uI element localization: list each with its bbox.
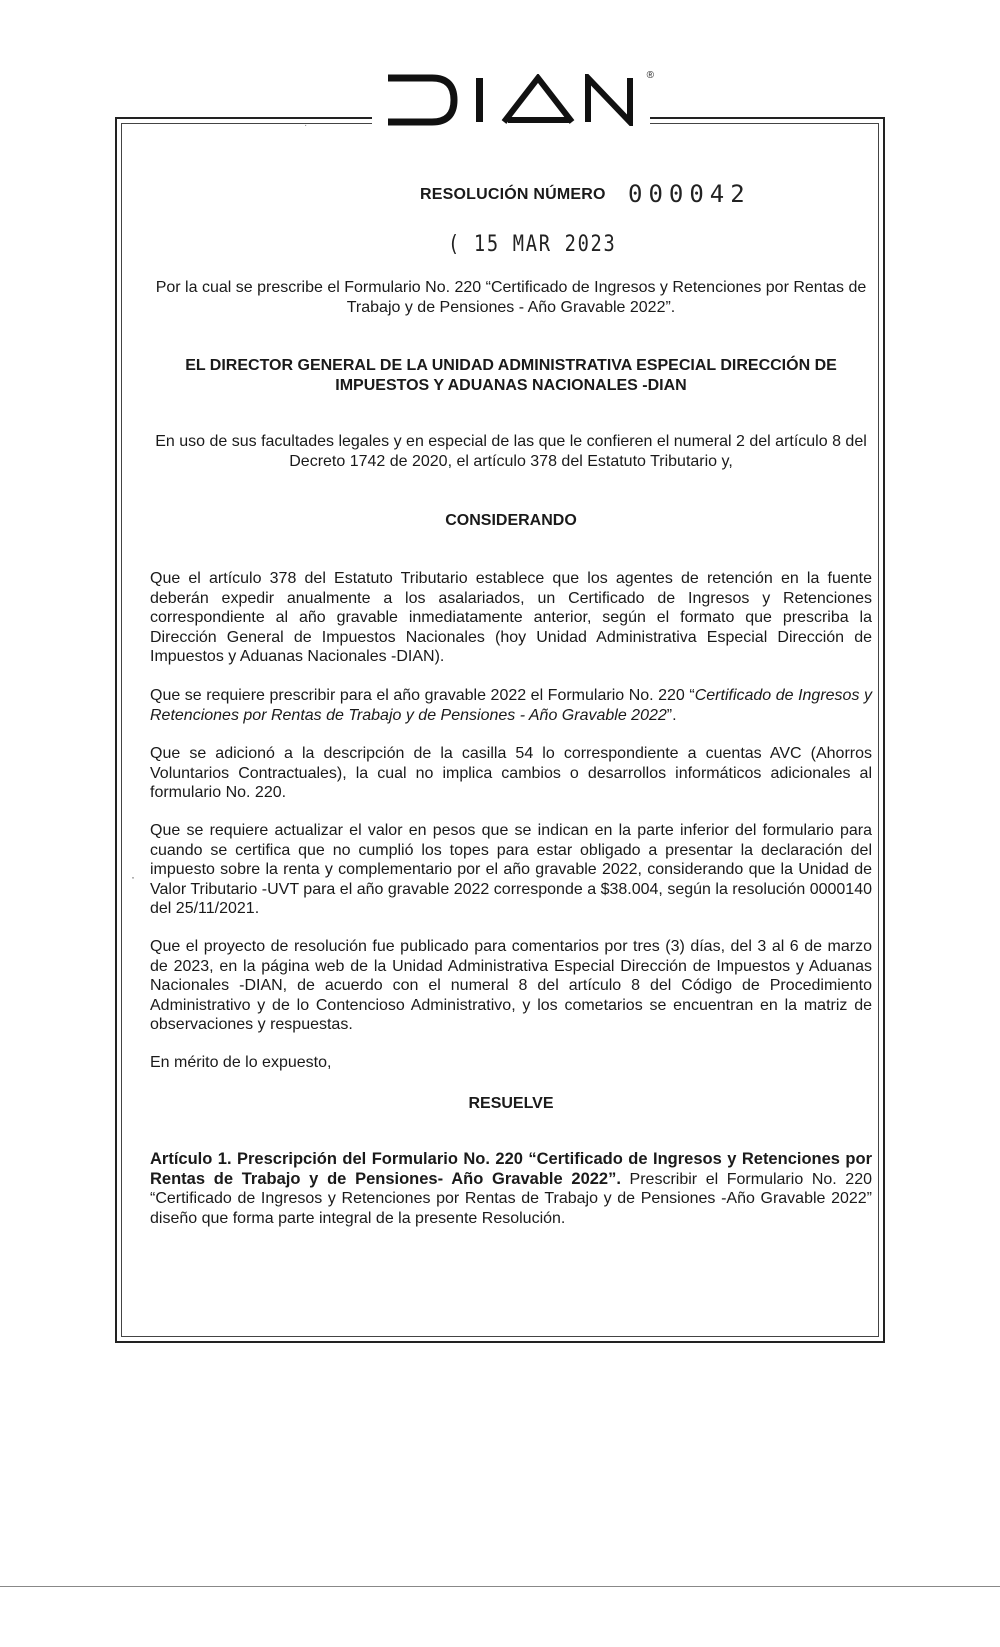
considerando-paragraph-2-text: Que se requiere prescribir para el año gravable 2022 el Formulario No. 220 “ — [150, 687, 695, 704]
page-bottom-rule — [0, 1586, 1000, 1587]
registered-mark: ® — [646, 70, 654, 81]
resuelve-heading: RESUELVE — [468, 1095, 554, 1112]
margin-mark: · — [131, 870, 135, 884]
legal-powers: En uso de sus facultades legales y en especial de las que le confieren el numeral 2 del artículo 8 del Decreto 1742 de 2020, el artículo 378 del Estatuto Tributario y, — [155, 433, 867, 470]
considerando-paragraph-1: Que el artículo 378 del Estatuto Tributario establece que los agentes de retención en la fuente deberán expedir anualmente a los asalariados, un Certificado de Ingresos y Retenciones correspondiente al año gravable inmediatamente anterior, según el formato que prescriba la Dirección General de Impuestos Nacionales (hoy Unidad Administrativa Especial Dirección de Impuestos y Aduanas Nacionales -DIAN). — [150, 570, 872, 666]
resolution-subject: Por la cual se prescribe el Formulario No. 220 “Certificado de Ingresos y Retenciones por Rentas de Trabajo y de Pensiones - Año Gravable 2022”. — [155, 279, 867, 316]
dian-logo — [380, 70, 654, 126]
merito-line: En mérito de lo expuesto, — [150, 1054, 332, 1071]
form-title-italic: Certificado de Ingresos y Retenciones por Rentas de Trabajo y de Pensiones - Año Gravable 2022 — [150, 687, 872, 724]
article-1-body: Prescribir el Formulario No. 220 “Certificado de Ingresos y Retenciones por Rentas de Trabajo y de Pensiones -Año Gravable 2022” diseño que forma parte integral de la presente Resolución. — [150, 1170, 873, 1227]
scan-mark: · — [304, 120, 308, 131]
dian-logo-icon — [380, 74, 640, 126]
considerando-heading: CONSIDERANDO — [445, 512, 577, 529]
resolution-date-stamp: ( 15 MAR 2023 — [448, 232, 617, 257]
considerando-paragraph-2-end: ”. — [666, 706, 677, 724]
article-1-heading: Artículo 1. Prescripción del Formulario No. 220 “Certificado de Ingresos y Retenciones por Rentas de Trabajo y de Pensiones- Año Gravable 2022”. — [150, 1150, 872, 1188]
issuing-authority: EL DIRECTOR GENERAL DE LA UNIDAD ADMINISTRATIVA ESPECIAL DIRECCIÓN DE IMPUESTOS Y ADUANAS NACIONALES -DIAN — [185, 357, 837, 394]
resolution-label: RESOLUCIÓN NÚMERO — [420, 186, 606, 203]
article-1 — [150, 1150, 872, 1228]
resolution-number: 000042 — [628, 180, 751, 208]
considerando-paragraph-2 — [150, 686, 872, 725]
considerando-paragraph-3: Que se adicionó a la descripción de la casilla 54 lo correspondiente a cuentas AVC (Ahorros Voluntarios Contractuales), la cual no implica cambios o desarrollos informáticos adicionales al formulario No. 220. — [150, 745, 872, 802]
considerando-paragraph-4: Que se requiere actualizar el valor en pesos que se indican en la parte inferior del formulario para cuando se certifica que no cumplió los topes para estar obligado a presentar la declaración del impuesto sobre la renta y complementario por el año gravable 2022, considerando que la Unidad de Valor Tributario -UVT para el año gravable 2022 corresponde a $38.004, según la resolución 0000140 del 25/11/2021. — [150, 822, 872, 918]
considerando-paragraph-5: Que el proyecto de resolución fue publicado para comentarios por tres (3) días, del 3 al 6 de marzo de 2023, en la página web de la Unidad Administrativa Especial Dirección de Impuestos y Aduanas Nacionales -DIAN, de acuerdo con el numeral 8 del artículo 8 del Código de Procedimiento Administrativo y de lo Contencioso Administrativo, y los cometarios se encuentran en la matriz de observaciones y respuestas. — [150, 938, 872, 1034]
